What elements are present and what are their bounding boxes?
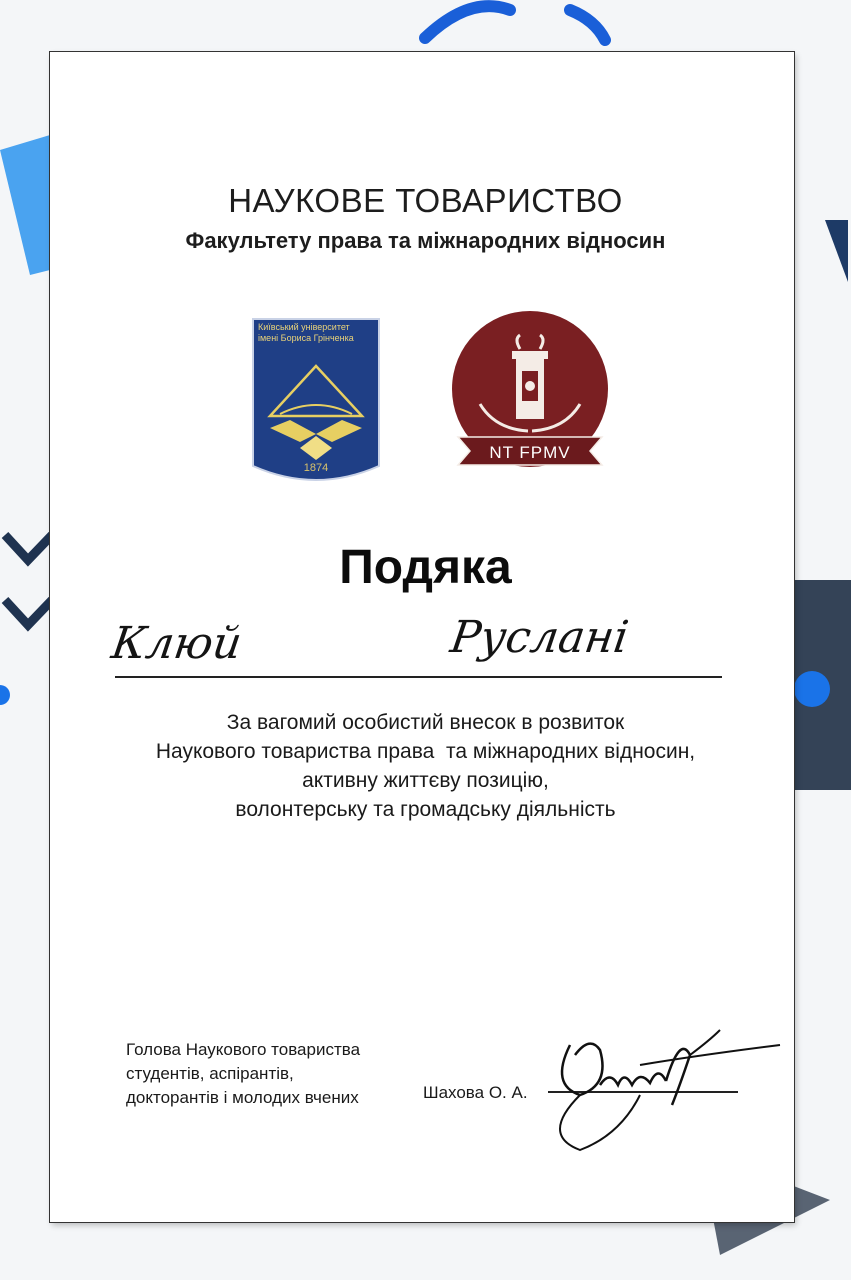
recipient-first-name: Клюй xyxy=(108,618,245,669)
body-line: Наукового товариства права та міжнародних відносин, xyxy=(155,740,696,763)
university-crest-name: Київський університет імені Бориса Грінченка xyxy=(258,322,354,343)
faculty-subtitle: Факультету права та міжнародних відносин xyxy=(185,228,666,253)
certificate-body xyxy=(0,708,851,824)
body-line: За вагомий особистий внесок в розвиток xyxy=(226,711,625,734)
body-line: волонтерську та громадську діяльність xyxy=(235,798,616,821)
certificate-title: Подяка xyxy=(339,541,512,594)
body-line: активну життєву позицію, xyxy=(302,769,549,792)
recipient-name xyxy=(108,612,727,676)
recipient-last-name: Руслані xyxy=(447,612,632,663)
signatory-name: Шахова О. А. xyxy=(423,1083,528,1102)
university-crest-year: 1874 xyxy=(303,462,329,474)
society-title: НАУКОВЕ ТОВАРИСТВО xyxy=(228,182,623,219)
signatory-role: Голова Наукового товариства студентів, аспірантів, докторантів і молодих вчених xyxy=(126,1040,361,1107)
handwritten-signature xyxy=(540,1025,800,1155)
name-underline xyxy=(115,676,722,678)
society-emblem-label: NT FPMV xyxy=(489,443,571,462)
